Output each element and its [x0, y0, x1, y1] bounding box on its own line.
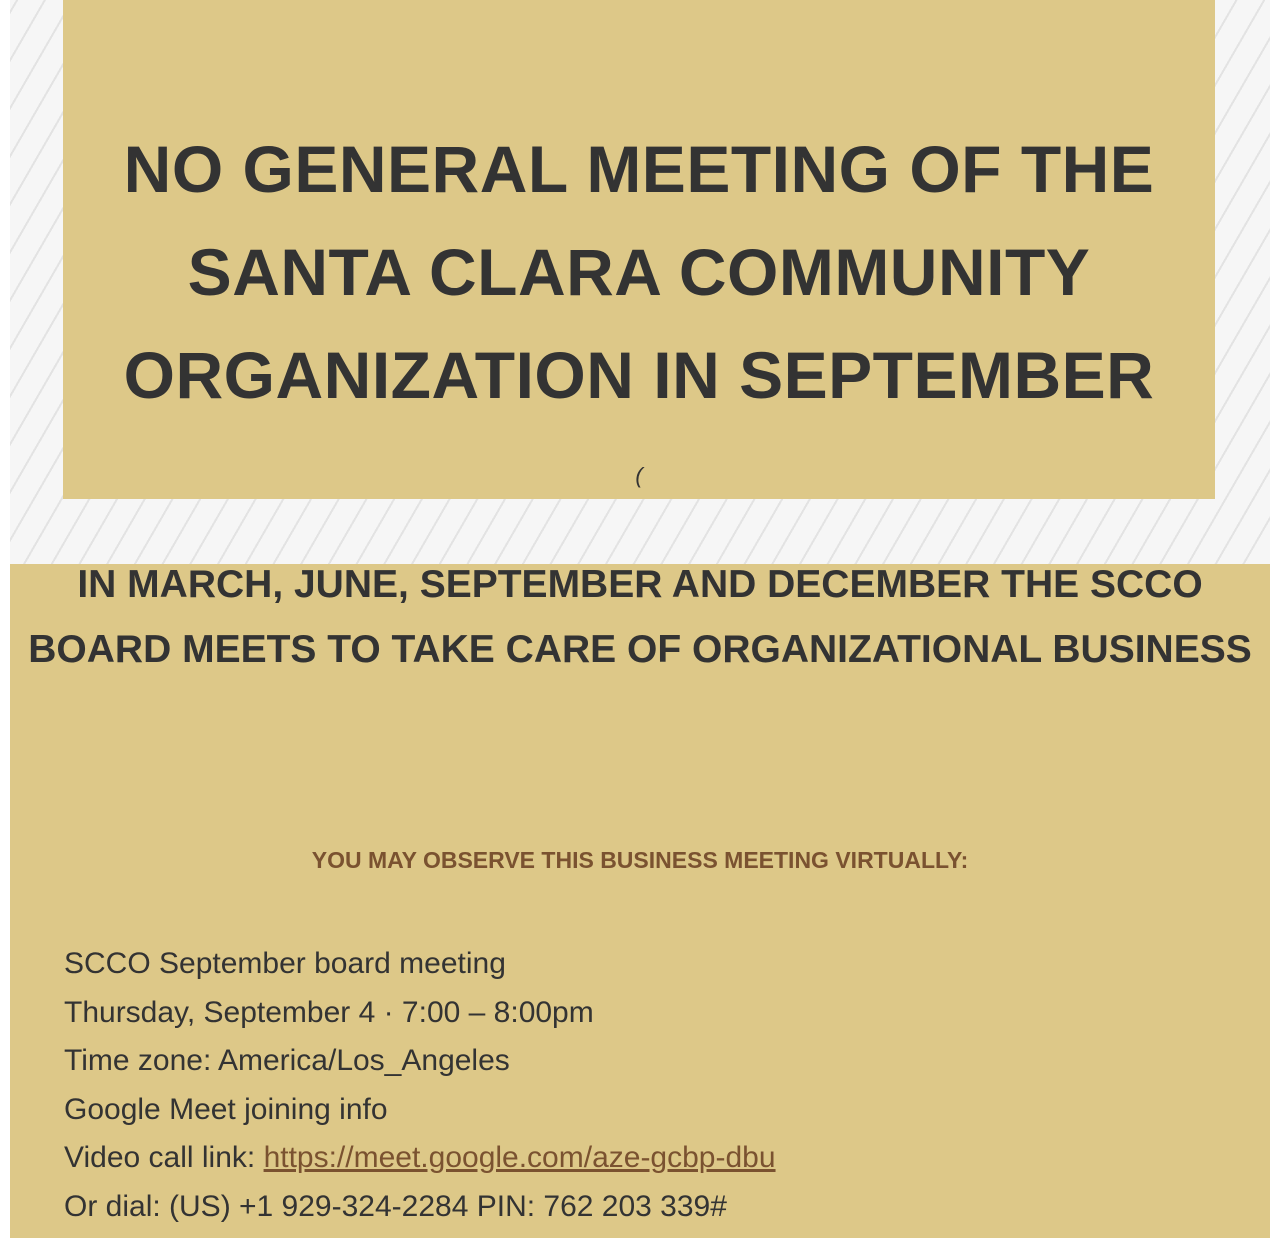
hero-title: NO GENERAL MEETING OF THE SANTA CLARA COMMUNITY ORGANIZATION IN SEPTEMBER — [123, 132, 1155, 412]
video-call-link[interactable]: https://meet.google.com/aze-gcbp-dbu — [263, 1141, 776, 1174]
video-call-label: Video call link: — [64, 1141, 264, 1174]
meeting-name: SCCO September board meeting — [64, 947, 506, 980]
meeting-timezone: Time zone: America/Los_Angeles — [64, 1044, 510, 1077]
observe-heading: YOU MAY OBSERVE THIS BUSINESS MEETING VIRTUALLY: — [311, 847, 969, 873]
meeting-datetime: Thursday, September 4 · 7:00 – 8:00pm — [64, 995, 594, 1029]
content-section — [10, 564, 1270, 1238]
hero-parenthesis: ( — [635, 463, 643, 488]
video-call-line — [64, 1134, 776, 1183]
hero-banner — [63, 0, 1215, 499]
dial-info: Or dial: (US) +1 929-324-2284 PIN: 762 203 339# — [64, 1189, 727, 1223]
board-meeting-subtitle: IN MARCH, JUNE, SEPTEMBER AND DECEMBER THE SCCO BOARD MEETS TO TAKE CARE OF ORGANIZATIONAL BUSINESS — [28, 563, 1252, 671]
meeting-details — [64, 940, 776, 1231]
join-info-heading: Google Meet joining info — [64, 1092, 388, 1126]
